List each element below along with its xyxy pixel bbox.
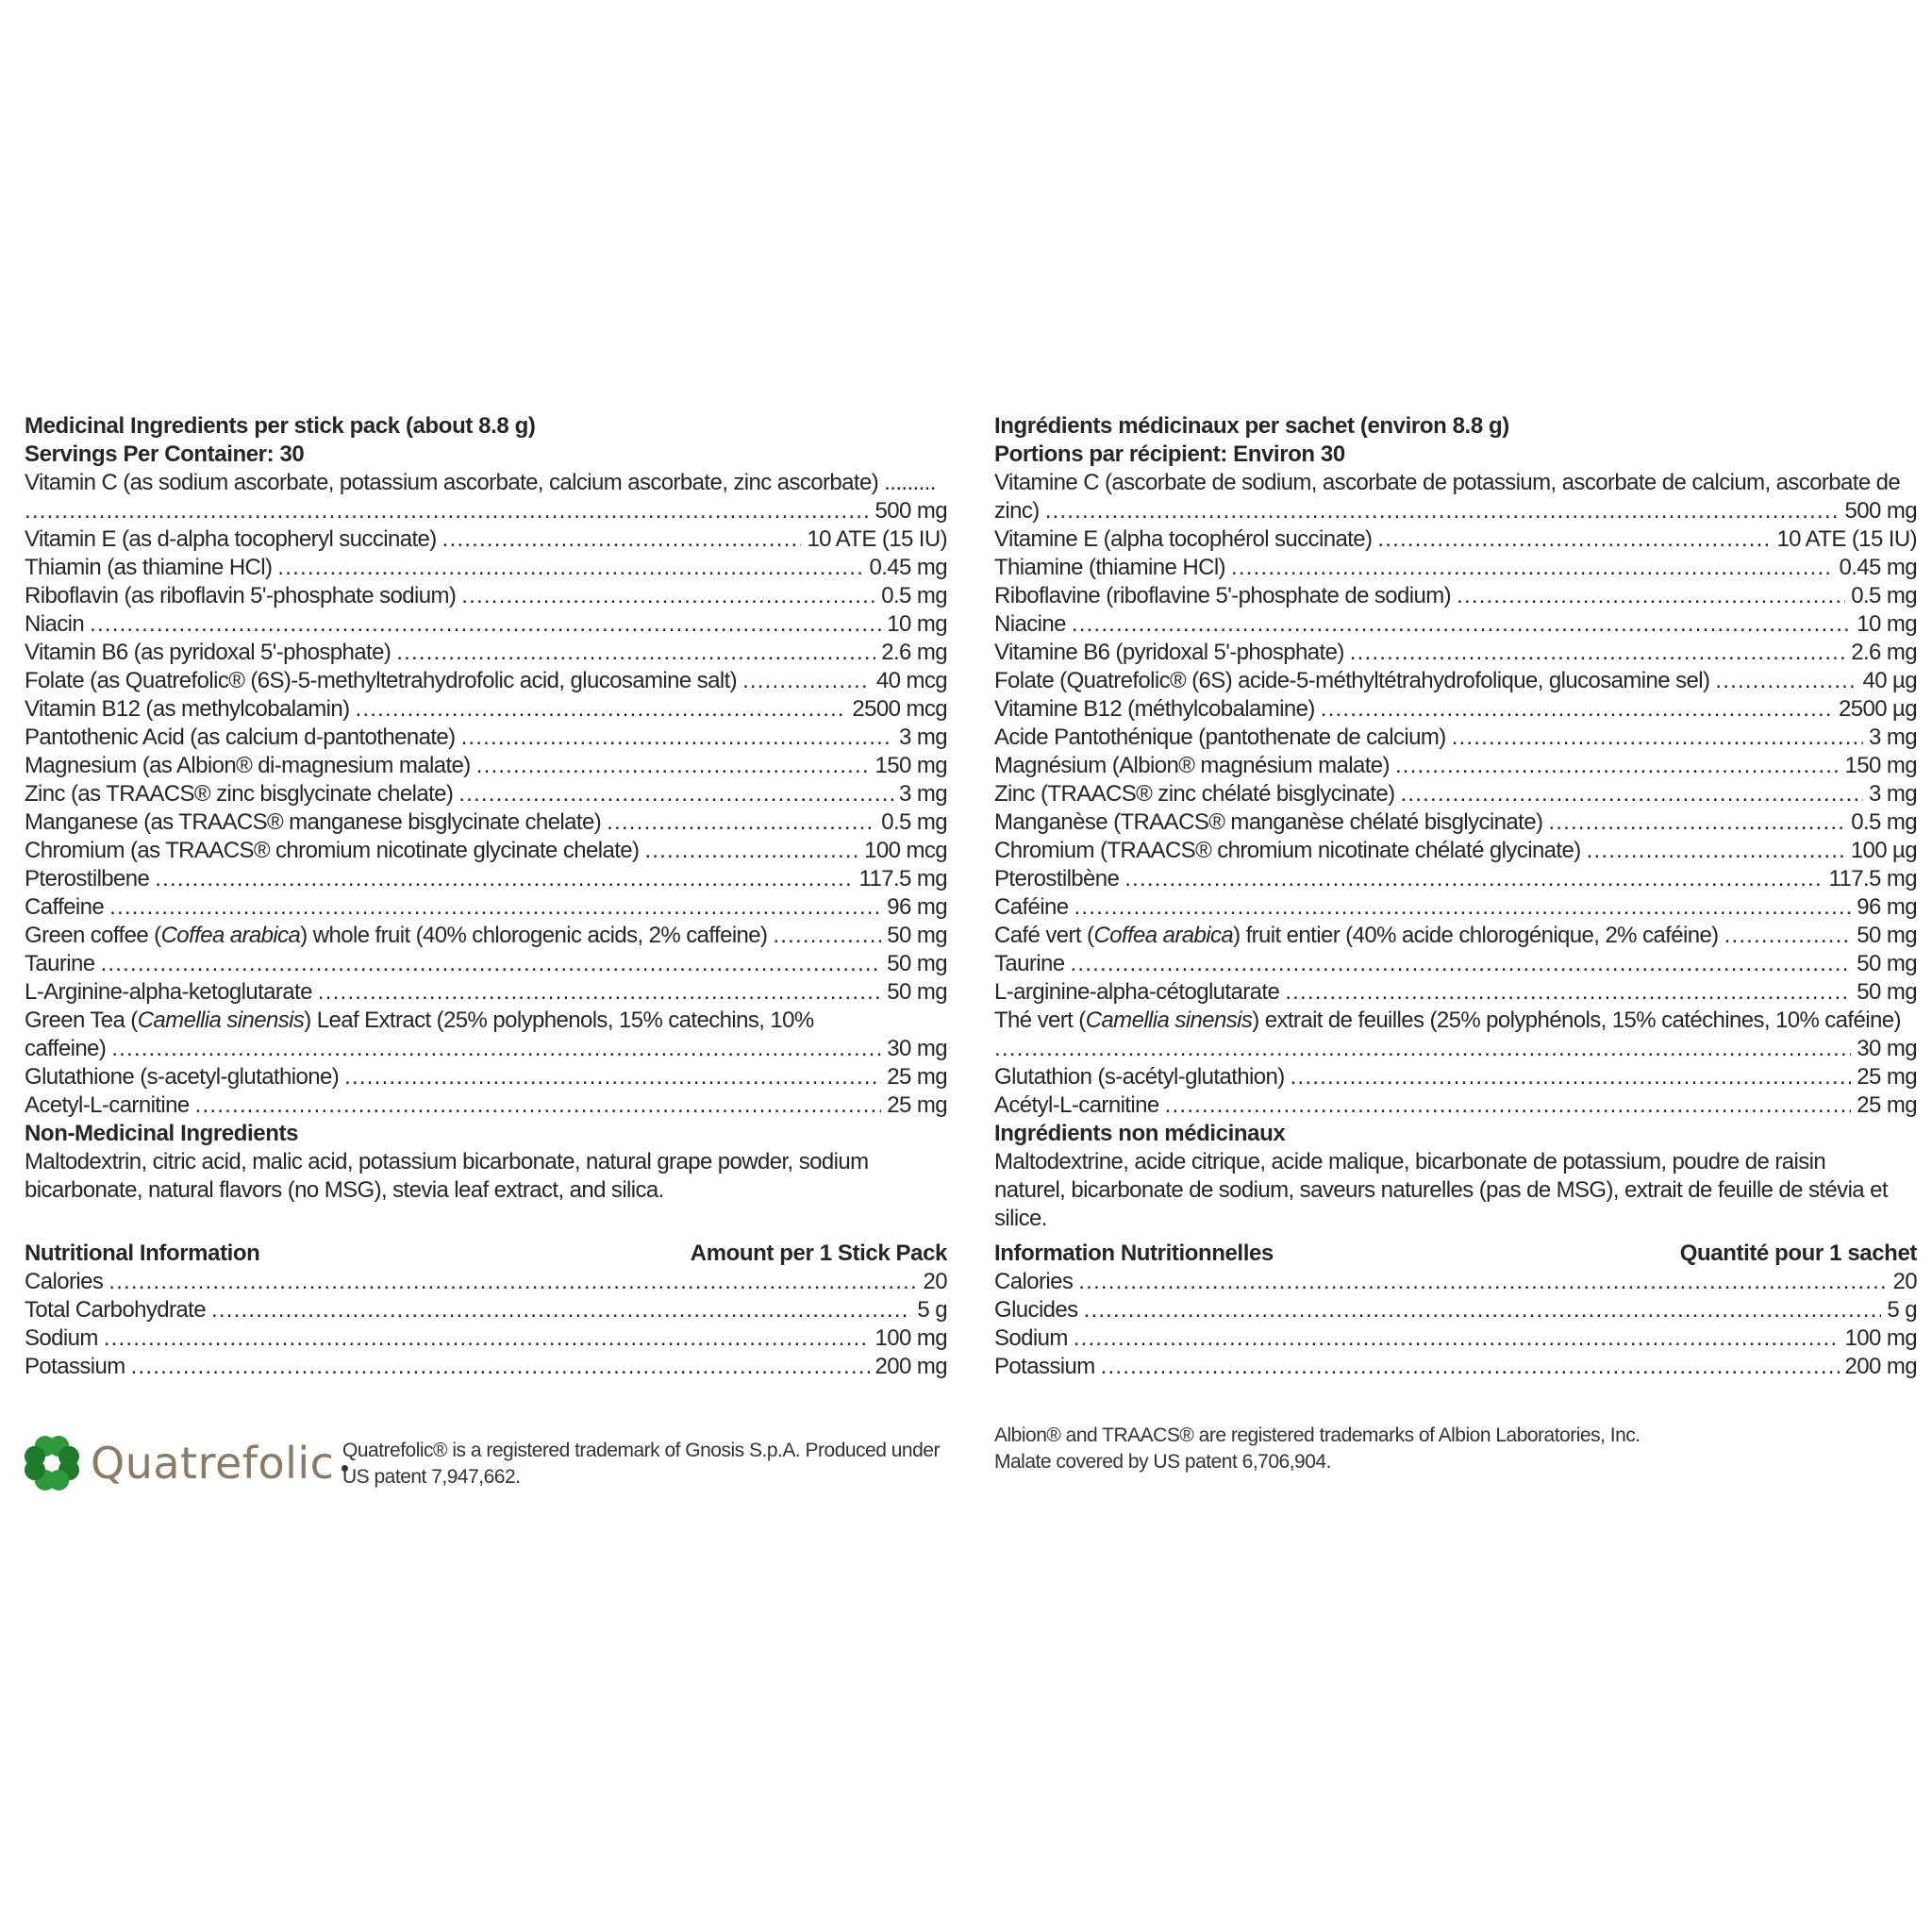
en-nutrition-header [25,1240,947,1268]
leader-dots [1587,837,1845,865]
leader-dots [1724,922,1852,950]
ingredient-name: Riboflavine (riboflavine 5'-phosphate de sodium) [994,583,1452,608]
leader-dots [155,865,853,893]
ingredient-name: Pterostilbene [25,866,150,891]
quatrefolic-logo [19,1430,348,1496]
ingredient-row [25,780,947,808]
leader-dots [1395,752,1840,780]
ingredient-value: 10 mg [1857,611,1917,637]
ingredient-value: 20 [1892,1269,1917,1294]
ingredient-row [994,525,1917,554]
ingredient-name: Sodium [994,1325,1068,1351]
ingredient-value: 10 ATE (15 IU) [807,526,947,552]
leader-dots [1548,808,1845,837]
ingredient-row [25,950,947,978]
ingredient-value: 0.5 mg [1851,809,1917,835]
ingredient-row [25,695,947,724]
ingredient-name: Potassium [25,1354,125,1379]
ingredient-name: Glutathione (s-acetyl-glutathione) [25,1064,340,1090]
leader-dots [1078,1268,1887,1296]
fr-green-tea-value-line [994,1035,1917,1063]
en-nutrition-title: Nutritional Information [25,1241,260,1266]
leader-dots [1071,950,1852,978]
ingredient-value: 96 mg [1857,894,1917,920]
ingredient-value: 0.5 mg [881,809,947,835]
leader-dots [195,1091,882,1120]
ingredient-value: 2500 mcg [852,696,947,722]
en-vitamin-c-line: Vitamin C (as sodium ascorbate, potassium ascorbate, calcium ascorbate, zinc ascorbate) ......... [25,470,936,495]
ingredient-name: Taurine [994,951,1065,976]
leader-dots [1377,525,1771,554]
leader-dots [104,1324,870,1353]
ingredient-name: Thiamine (thiamine HCl) [994,555,1225,580]
ingredient-row [994,780,1917,808]
fr-trademark-note: Albion® and TRAACS® are registered trademarks of Albion Laboratories, Inc. Malate covered by US patent 6,706,904. [994,1424,1641,1473]
ingredient-name: Glucides [994,1297,1078,1323]
ingredient-value: 500 mg [1844,498,1917,524]
green-tea-pre: Thé vert ( [994,1008,1086,1033]
ingredient-value: 200 mg [1844,1354,1917,1379]
ingredient-value: 0.45 mg [869,555,947,580]
ingredient-value: 5 g [1887,1297,1917,1323]
ingredient-value: 20 [923,1269,947,1294]
ingredient-value: 150 mg [874,753,947,778]
leader-dots [277,554,863,582]
ingredient-row [25,554,947,582]
leader-dots [1074,1324,1840,1353]
ingredient-row [25,1063,947,1091]
ingredient-name: Calories [994,1269,1074,1294]
ingredient-value: 10 ATE (15 IU) [1776,526,1917,552]
ingredient-value: 50 mg [1857,951,1917,976]
ingredient-name: L-arginine-alpha-cétoglutarate [994,979,1280,1005]
ingredient-name: Caffeine [25,894,105,920]
leader-dots [131,1353,870,1381]
leader-dots [396,639,875,667]
ingredient-value: 150 mg [1844,753,1917,778]
ingredient-row [994,1063,1917,1091]
english-column [25,412,947,1381]
en-vitamin-c-value-line [25,497,947,525]
ingredient-name: caffeine) [25,1036,107,1061]
ingredient-row [994,639,1917,667]
ingredient-name: Manganese (as TRAACS® manganese bisglycinate chelate) [25,809,602,835]
ingredient-row [994,978,1917,1007]
leader-dots [101,950,882,978]
ingredient-row [25,1353,947,1381]
en-trademark-note: Quatrefolic® is a registered trademark of Gnosis S.p.A. Produced under US patent 7,947,662. [342,1440,940,1488]
fr-heading: Ingrédients médicinaux per sachet (environ 8.8 g) [994,413,1509,439]
ingredient-name: Vitamin E (as d-alpha tocopheryl succinate) [25,526,437,552]
ingredient-value: 50 mg [887,979,947,1005]
ingredient-name: L-Arginine-alpha-ketoglutarate [25,979,312,1005]
leader-dots [1401,780,1864,808]
ingredient-name: Acetyl-L-carnitine [25,1092,190,1118]
ingredient-value: 40 mcg [875,668,947,693]
ingredient-value: 3 mg [899,724,947,750]
ingredient-value: 500 mg [874,498,947,524]
ingredient-value: 3 mg [899,781,947,807]
logo-wordmark: Quatrefolic [91,1438,335,1489]
leader-dots [1045,497,1840,525]
ingredient-name: Chromium (as TRAACS® chromium nicotinate glycinate chelate) [25,838,640,863]
leader-dots [458,780,893,808]
ingredient-value: 96 mg [887,894,947,920]
ingredient-row [25,582,947,610]
ingredient-row [994,667,1917,695]
ingredient-name: Café vert (Coffea arabica) fruit entier (40% acide chlorogénique, 2% caféine) [994,923,1719,948]
ingredient-row [994,582,1917,610]
ingredient-name: Magnesium (as Albion® di-magnesium malate) [25,753,471,778]
ingredient-value: 0.45 mg [1839,555,1917,580]
ingredient-name: Niacin [25,611,85,637]
fr-ingredient-tail [994,1063,1917,1120]
ingredient-value: 50 mg [887,923,947,948]
en-heading: Medicinal Ingredients per stick pack (about 8.8 g) [25,413,536,439]
clover-icon [19,1430,85,1496]
ingredient-value: 25 mg [887,1092,947,1118]
ingredient-row [994,808,1917,837]
ingredient-row [994,1353,1917,1381]
en-non-med-heading: Non-Medicinal Ingredients [25,1121,299,1146]
ingredient-row [994,724,1917,752]
green-tea-latin: Camellia sinensis [137,1008,305,1033]
ingredient-row [994,752,1917,780]
ingredient-row [994,610,1917,639]
ingredient-row [994,950,1917,978]
leader-dots [344,1063,881,1091]
ingredient-row [994,893,1917,922]
leader-dots [1165,1091,1852,1120]
ingredient-name: Vitamine B6 (pyridoxal 5'-phosphate) [994,640,1344,665]
leader-dots [109,893,881,922]
leader-dots [773,922,881,950]
fr-servings: Portions par récipient: Environ 30 [994,441,1345,467]
ingredient-name: Magnésium (Albion® magnésium malate) [994,753,1390,778]
leader-dots [442,525,802,554]
ingredient-row [25,1091,947,1120]
fr-non-med-text: Maltodextrine, acide citrique, acide malique, bicarbonate de potassium, poudre de raisin naturel, bicarbonate de sodium, saveurs naturelles (pas de MSG), extrait de feuille de stévia et silice. [994,1149,1888,1231]
ingredient-value: 100 µg [1850,838,1917,863]
ingredient-row [25,978,947,1007]
ingredient-value: 3 mg [1869,781,1917,807]
ingredient-row [25,1268,947,1296]
ingredient-name: Zinc (as TRAACS® zinc bisglycinate chelate) [25,781,454,807]
ingredient-row [25,808,947,837]
ingredient-row [25,1296,947,1324]
fr-vitamin-c-line: Vitamine C (ascorbate de sodium, ascorbate de potassium, ascorbate de calcium, ascorbate de [994,470,1901,495]
leader-dots [1124,865,1823,893]
ingredient-row [994,837,1917,865]
en-nutrition-amount-title: Amount per 1 Stick Pack [690,1241,947,1266]
ingredient-row [25,893,947,922]
ingredient-value: 30 mg [1857,1036,1917,1061]
ingredient-value: 25 mg [887,1064,947,1090]
fr-nutrition-title: Information Nutritionnelles [994,1241,1274,1266]
leader-dots [461,724,893,752]
leader-dots [1285,978,1851,1007]
leader-dots [607,808,875,837]
ingredient-row [25,667,947,695]
ingredient-name: Pterostilbène [994,866,1120,891]
ingredient-value: 117.5 mg [1828,866,1917,891]
green-tea-post: ) Leaf Extract (25% polyphenols, 15% catechins, 10% [304,1008,814,1033]
leader-dots [1072,610,1851,639]
ingredient-value: 25 mg [1857,1064,1917,1090]
fr-green-tea-line [994,1007,1917,1035]
ingredient-value: 50 mg [1857,979,1917,1005]
ingredient-name: Folate (as Quatrefolic® (6S)-5-methyltetrahydrofolic acid, glucosamine salt) [25,668,738,693]
ingredient-value: 40 µg [1862,668,1917,693]
green-tea-pre: Green Tea ( [25,1008,138,1033]
leader-dots [1715,667,1857,695]
leader-dots [1457,582,1845,610]
leader-dots [644,837,858,865]
fr-vitamin-c-value-line [994,497,1917,525]
leader-dots [1350,639,1845,667]
ingredient-value: 50 mg [1857,923,1917,948]
ingredient-name: Vitamine B12 (méthylcobalamine) [994,696,1315,722]
ingredient-name: Thiamin (as thiamine HCl) [25,555,273,580]
leader-dots [108,1268,917,1296]
ingredient-row [994,695,1917,724]
ingredient-row [994,1091,1917,1120]
ingredient-name: Zinc (TRAACS® zinc chélaté bisglycinate) [994,781,1395,807]
en-green-tea-line [25,1007,947,1035]
leader-dots [318,978,881,1007]
ingredient-name: Calories [25,1269,104,1294]
ingredient-value: 2.6 mg [1851,640,1917,665]
leader-dots [1231,554,1834,582]
ingredient-value: 200 mg [874,1354,947,1379]
leader-dots [1074,893,1852,922]
leader-dots [1084,1296,1882,1324]
leader-dots [25,497,870,525]
ingredient-value: 10 mg [887,611,947,637]
ingredient-value: 50 mg [887,951,947,976]
ingredient-name: Manganèse (TRAACS® manganèse chélaté bisglycinate) [994,809,1543,835]
leader-dots [476,752,870,780]
leader-dots [994,1035,1851,1063]
ingredient-name: Taurine [25,951,95,976]
en-green-tea-value-line [25,1035,947,1063]
leader-dots [1101,1353,1840,1381]
ingredient-name: Folate (Quatrefolic® (6S) acide-5-méthyltétrahydrofolique, glucosamine sel) [994,668,1710,693]
ingredient-name: Potassium [994,1354,1095,1379]
ingredient-value: 5 g [917,1297,947,1323]
fr-nutrition-list [994,1268,1917,1381]
ingredient-name: Vitamine E (alpha tocophérol succinate) [994,526,1373,552]
fr-nutrition-header [994,1240,1917,1268]
ingredient-row [994,1296,1917,1324]
green-tea-latin: Camellia sinensis [1085,1008,1253,1033]
en-ingredient-tail [25,1063,947,1120]
ingredient-name: Acétyl-L-carnitine [994,1092,1159,1118]
ingredient-value: 30 mg [887,1036,947,1061]
ingredient-row [994,1324,1917,1353]
ingredient-value: 100 mcg [864,838,947,863]
fr-ingredient-list [994,525,1917,1007]
ingredient-name: Green coffee (Coffea arabica) whole fruit (40% chlorogenic acids, 2% caffeine) [25,923,768,948]
ingredient-name: Pantothenic Acid (as calcium d-pantothenate) [25,724,456,750]
french-column [994,412,1917,1381]
en-non-med-text: Maltodextrin, citric acid, malic acid, potassium bicarbonate, natural grape powder, sodium bicarbonate, natural flavors (no MSG), stevia leaf extract, and silica. [25,1149,869,1203]
leader-dots [742,667,871,695]
ingredient-name: zinc) [994,498,1040,524]
leader-dots [1321,695,1833,724]
ingredient-row [25,837,947,865]
ingredient-row [994,1268,1917,1296]
ingredient-name: Acide Pantothénique (pantothenate de calcium) [994,724,1446,750]
green-tea-post: ) extrait de feuilles (25% polyphénols, 15% catéchines, 10% caféine) [1252,1008,1901,1033]
fr-non-med-heading: Ingrédients non médicinaux [994,1121,1286,1146]
ingredient-name: Vitamin B6 (as pyridoxal 5'-phosphate) [25,640,391,665]
leader-dots [1291,1063,1852,1091]
ingredient-row [994,865,1917,893]
ingredient-value: 100 mg [874,1325,947,1351]
ingredient-value: 100 mg [1844,1325,1917,1351]
ingredient-row [25,1324,947,1353]
ingredient-row [25,922,947,950]
en-nutrition-list [25,1268,947,1381]
ingredient-name: Sodium [25,1325,98,1351]
ingredient-name: Vitamin B12 (as methylcobalamin) [25,696,350,722]
ingredient-row [25,724,947,752]
leader-dots [1452,724,1863,752]
leader-dots [356,695,847,724]
ingredient-row [25,865,947,893]
leader-dots [111,1035,881,1063]
ingredient-row [994,554,1917,582]
ingredient-row [994,922,1917,950]
ingredient-value: 0.5 mg [881,583,947,608]
ingredient-row [25,639,947,667]
fr-nutrition-amount-title: Quantité pour 1 sachet [1679,1241,1917,1266]
ingredient-name: Riboflavin (as riboflavin 5'-phosphate sodium) [25,583,457,608]
ingredient-value: 0.5 mg [1851,583,1917,608]
ingredient-value: 2.6 mg [881,640,947,665]
ingredient-value: 117.5 mg [858,866,947,891]
ingredient-row [25,610,947,639]
ingredient-name: Niacine [994,611,1066,637]
ingredient-value: 3 mg [1869,724,1917,750]
leader-dots [211,1296,911,1324]
leader-dots [461,582,875,610]
ingredient-name: Caféine [994,894,1069,920]
ingredient-value: 25 mg [1857,1092,1917,1118]
ingredient-value: 2500 µg [1838,696,1917,722]
en-servings: Servings Per Container: 30 [25,441,305,467]
ingredient-row [25,752,947,780]
ingredient-name: Total Carbohydrate [25,1297,206,1323]
en-ingredient-list [25,525,947,1007]
ingredient-name: Glutathion (s-acétyl-glutathion) [994,1064,1285,1090]
ingredient-name: Chromium (TRAACS® chromium nicotinate chélaté glycinate) [994,838,1581,863]
leader-dots [90,610,881,639]
ingredient-row [25,525,947,554]
